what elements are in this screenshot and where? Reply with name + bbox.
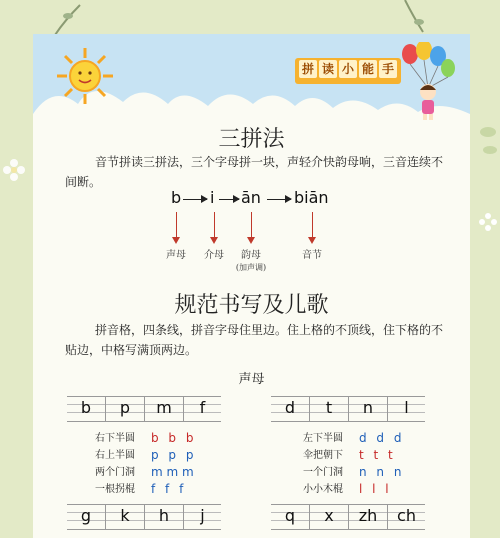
- sun-icon: [55, 46, 115, 106]
- grid-letter: m: [156, 398, 172, 417]
- rhyme-letters: l l l: [359, 482, 392, 496]
- grid-letter: k: [120, 506, 130, 525]
- branch-decoration-right: [395, 0, 435, 34]
- flower-decoration-right: [478, 212, 498, 232]
- branch-decoration-left: [50, 0, 90, 36]
- flow-initial: b: [171, 188, 182, 207]
- pinyin-grid-left-bottom: [67, 504, 221, 530]
- flow-arrow: [267, 199, 291, 200]
- flow-arrow: [183, 199, 207, 200]
- rhyme-text: 小小木棍: [303, 484, 343, 495]
- girl-with-balloons-illustration: [398, 42, 458, 122]
- rhyme-letters: f f f: [151, 482, 187, 496]
- rhyme-letters: d d d: [359, 431, 405, 445]
- subtitle-initials: 声母: [238, 372, 265, 387]
- pinyin-grid-right-top: [271, 396, 425, 422]
- label-syllable: 音节: [302, 250, 322, 261]
- badge-char: 拼: [299, 60, 317, 78]
- rhyme-text: 两个门洞: [95, 467, 135, 478]
- grid-letter: l: [404, 398, 409, 417]
- rhyme-text: 一根拐棍: [95, 484, 135, 495]
- down-arrow-icon: [176, 212, 177, 242]
- rhyme-text: 左下半圆: [303, 433, 343, 444]
- section-title-writing: 规范书写及儿歌: [174, 293, 329, 318]
- section-title-three-spelling: 三拼法: [218, 127, 285, 152]
- pinyin-grid-right-bottom: [271, 504, 425, 530]
- grid-letter: p: [119, 398, 131, 417]
- down-arrow-icon: [214, 212, 215, 242]
- flow-arrow: [219, 199, 239, 200]
- rhyme-text: 右上半圆: [95, 450, 135, 461]
- leaf-decoration-right: [476, 120, 500, 160]
- grid-letter: x: [324, 506, 334, 525]
- flower-decoration-left: [2, 158, 26, 182]
- badge-char: 能: [359, 60, 377, 78]
- badge-char: 手: [379, 60, 397, 78]
- flow-syllable: biān: [294, 188, 329, 207]
- grid-letter: h: [158, 506, 170, 525]
- badge-char: 读: [319, 60, 337, 78]
- writing-rule-text: 拼音格，四条线，拼音字母住里边。住上格的不顶线，住下格的不贴边，中格写满顶两边。: [65, 323, 444, 357]
- rhyme-text: 一个门洞: [303, 467, 343, 478]
- grid-letter: g: [80, 506, 92, 525]
- rhyme-letters: n n n: [359, 465, 405, 479]
- grid-letter: ch: [397, 506, 416, 525]
- three-spelling-rule-text: 音节拼读三拼法，三个字母拼一块，声轻介快韵母响，三音连续不间断。: [65, 155, 444, 189]
- down-arrow-icon: [251, 212, 252, 242]
- down-arrow-icon: [312, 212, 313, 242]
- lesson-card: [33, 34, 470, 538]
- rhyme-text: 伞把朝下: [303, 450, 343, 461]
- grid-letter: f: [199, 398, 206, 417]
- label-initial: 声母: [166, 250, 186, 261]
- badge-char: 小: [339, 60, 357, 78]
- label-add-tone-note: (加声调): [235, 263, 267, 272]
- grid-letter: j: [200, 506, 205, 525]
- label-medial: 介母: [204, 250, 224, 261]
- pinyin-grid-left-top: [67, 396, 221, 422]
- rhyme-text: 右下半圆: [95, 433, 135, 444]
- label-final: 韵母: [241, 250, 261, 261]
- rhyme-letters: b b b: [151, 431, 197, 445]
- rhyme-letters: m m m: [151, 465, 194, 479]
- grid-letter: b: [80, 398, 92, 417]
- rhyme-letters: p p p: [151, 448, 197, 462]
- rhyme-letters: t t t: [359, 448, 396, 462]
- grid-letter: n: [362, 398, 374, 417]
- grid-letter: t: [325, 398, 333, 417]
- badge-title: [295, 58, 401, 84]
- flow-medial: i: [210, 188, 215, 207]
- grid-letter: q: [284, 506, 296, 525]
- grid-letter: zh: [358, 506, 378, 525]
- flow-final: ān: [241, 188, 261, 207]
- grid-letter: d: [284, 398, 296, 417]
